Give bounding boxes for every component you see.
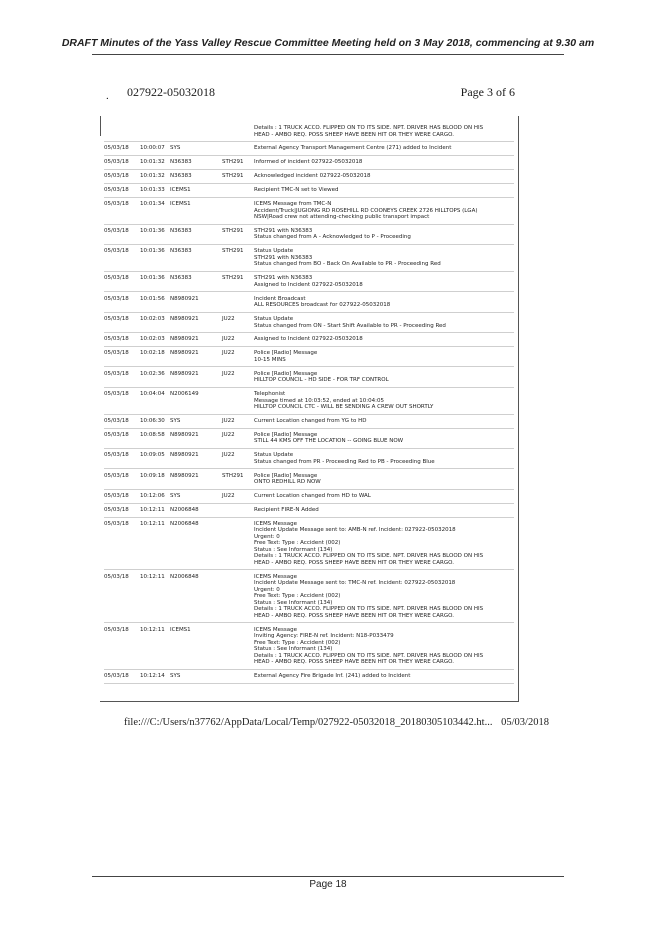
page-number: Page 18 <box>309 879 347 890</box>
log-detail-line: Incident Update Message sent to: TMC-N ref. Incident: 027922-05032018 <box>254 580 456 587</box>
log-detail-line: Status changed from BO - Back On Available to PR - Proceeding Red <box>254 261 441 268</box>
log-detail-line: STH291 with N36383 <box>254 227 313 234</box>
log-detail <box>254 173 516 180</box>
log-row <box>104 185 514 198</box>
log-row <box>104 389 514 415</box>
log-user: N36383 <box>170 248 192 255</box>
log-user: SYS <box>170 493 181 500</box>
log-row <box>104 314 514 333</box>
log-user: SYS <box>170 418 181 424</box>
log-detail-line: Status : See Informant (134) <box>254 646 333 653</box>
log-date: 05/03/18 <box>104 159 129 166</box>
report-page-indicator: Page 3 of 6 <box>460 85 515 99</box>
log-date: 05/03/18 <box>104 187 129 194</box>
log-row <box>104 369 514 388</box>
log-time: 10:00:07 <box>140 145 165 152</box>
log-detail-line: Police [Radio] Message <box>254 431 318 438</box>
log-detail-line: Status changed from ON - Start Shift Available to PR - Proceeding Red <box>254 322 446 329</box>
log-unit: JU22 <box>222 431 235 438</box>
log-row <box>104 505 514 518</box>
log-detail-line: Assigned to Incident 027922-05032018 <box>254 336 363 343</box>
log-date: 05/03/18 <box>104 145 129 152</box>
log-detail <box>254 187 516 194</box>
log-detail-line: HEAD - AMBO REQ. POSS SHEEP HAVE BEEN HIT OR THEY WERE CARGO. <box>254 612 454 619</box>
log-time: 10:12:06 <box>140 493 165 500</box>
log-detail <box>254 452 516 465</box>
log-date: 05/03/18 <box>104 295 129 302</box>
log-detail-line: Current Location changed from YG to HD <box>254 418 367 424</box>
log-detail-line: Incident Update Message sent to: AMB-N ref. Incident: 027922-05032018 <box>254 527 456 534</box>
log-detail-line: Status Update <box>254 248 294 255</box>
log-row <box>104 572 514 624</box>
log-detail <box>254 391 516 411</box>
log-user: N2006848 <box>170 573 199 580</box>
log-detail <box>254 296 516 309</box>
log-detail-line: Police [Radio] Message <box>254 350 318 357</box>
log-time: 10:01:36 <box>140 227 165 234</box>
log-date: 05/03/18 <box>104 275 129 282</box>
log-detail-line: Acknowledged incident 027922-05032018 <box>254 173 371 180</box>
log-user: N36383 <box>170 275 192 282</box>
file-path: file:///C:/Users/n37762/AppData/Local/Temp/027922-05032018_20180305103442.ht... <box>124 717 493 728</box>
log-user: N8980921 <box>170 472 199 479</box>
log-detail-line: Free Text: Type : Accident (002) <box>254 540 341 547</box>
log-row <box>104 123 514 142</box>
log-user: ICEMS1 <box>170 187 191 194</box>
log-user: SYS <box>170 673 181 680</box>
log-time: 10:01:56 <box>140 295 165 302</box>
log-date: 05/03/18 <box>104 520 129 527</box>
log-date: 05/03/18 <box>104 391 129 398</box>
log-row <box>104 294 514 313</box>
log-date: 05/03/18 <box>104 248 129 255</box>
log-detail-line: Free Text: Type : Accident (002) <box>254 639 341 646</box>
log-time: 10:12:11 <box>140 573 165 580</box>
log-time: 10:01:34 <box>140 201 165 207</box>
log-row <box>104 157 514 170</box>
log-detail <box>254 336 516 343</box>
log-time: 10:01:36 <box>140 275 165 282</box>
log-detail-line: STILL 44 KMS OFF THE LOCATION -- GOING BLUE NOW <box>254 438 404 445</box>
log-detail-line: NSW|Road crew not attending-checking public transport impact <box>254 214 430 220</box>
log-user: N8980921 <box>170 295 199 302</box>
log-row <box>104 416 514 429</box>
log-detail-line: Recipient FIRE-N Added <box>254 507 319 513</box>
log-detail-line: Details : 1 TRUCK ACCO. FLIPPED ON TO ITS SIDE. NPT. DRIVER HAS BLOOD ON HIS <box>254 553 484 560</box>
log-detail-line: STH291 with N36383 <box>254 254 313 261</box>
log-detail <box>254 432 516 445</box>
log-user: ICEMS1 <box>170 201 191 207</box>
document-title: DRAFT Minutes of the Yass Valley Rescue Committee Meeting held on 3 May 2018, commencing at 9.30 am <box>61 37 595 49</box>
log-user: N8980921 <box>170 452 199 459</box>
log-unit: STH291 <box>222 248 244 255</box>
log-detail <box>254 673 516 680</box>
log-date: 05/03/18 <box>104 201 129 207</box>
log-date: 05/03/18 <box>104 336 129 343</box>
log-detail-line: External Agency Fire Brigade Inf. (241) added to Incident <box>254 673 411 680</box>
log-detail <box>254 507 516 514</box>
log-detail-line: Message timed at 10:03:52, ended at 10:04:05 <box>254 397 384 404</box>
log-detail <box>254 228 516 241</box>
log-detail-line: ICEMS Message from TMC-N <box>254 201 332 207</box>
log-time: 10:09:18 <box>140 472 165 479</box>
log-detail <box>254 316 516 329</box>
log-user: SYS <box>170 145 181 152</box>
log-detail <box>254 493 516 500</box>
log-row <box>104 226 514 245</box>
log-unit: JU22 <box>222 452 235 459</box>
log-detail-line: HEAD - AMBO REQ. POSS SHEEP HAVE BEEN HIT OR THEY WERE CARGO. <box>254 659 454 666</box>
log-time: 10:02:36 <box>140 370 165 377</box>
log-date: 05/03/18 <box>104 493 129 500</box>
header-divider <box>92 54 564 55</box>
log-date: 05/03/18 <box>104 673 129 680</box>
log-detail-line: Status : See Informant (134) <box>254 546 333 553</box>
log-unit: JU22 <box>222 418 235 424</box>
print-date: 05/03/2018 <box>501 717 549 728</box>
log-time: 10:04:04 <box>140 391 165 398</box>
log-detail-line: ICEMS Message <box>254 573 298 580</box>
log-unit: JU22 <box>222 336 235 343</box>
log-detail <box>254 350 516 363</box>
log-time: 10:12:11 <box>140 507 165 513</box>
log-time: 10:01:36 <box>140 248 165 255</box>
log-row <box>104 348 514 367</box>
log-detail <box>254 574 516 620</box>
log-unit: STH291 <box>222 275 244 282</box>
log-detail <box>254 371 516 384</box>
log-user: N36383 <box>170 159 192 166</box>
log-user: N2006149 <box>170 391 199 398</box>
log-time: 10:12:14 <box>140 673 165 680</box>
log-date: 05/03/18 <box>104 472 129 479</box>
log-detail <box>254 125 516 138</box>
log-detail-line: HEAD - AMBO REQ. POSS SHEEP HAVE BEEN HIT OR THEY WERE CARGO. <box>254 559 454 566</box>
log-detail-line: Recipient TMC-N set to Viewed <box>254 187 339 194</box>
log-row <box>104 273 514 292</box>
log-user: N8980921 <box>170 431 199 438</box>
log-time: 10:02:03 <box>140 316 165 322</box>
log-detail <box>254 159 516 166</box>
log-detail-line: ICEMS Message <box>254 520 298 527</box>
log-detail-line: Incident Broadcast <box>254 295 306 302</box>
log-detail-line: Details : 1 TRUCK ACCO. FLIPPED ON TO ITS SIDE. NPT. DRIVER HAS BLOOD ON HIS <box>254 606 484 613</box>
log-time: 10:12:11 <box>140 520 165 527</box>
log-detail-line: ALL RESOURCES broadcast for 027922-05032018 <box>254 302 391 309</box>
log-date: 05/03/18 <box>104 431 129 438</box>
log-detail-line: Police [Radio] Message <box>254 370 318 377</box>
log-row <box>104 171 514 184</box>
log-unit: STH291 <box>222 227 244 234</box>
log-user: N8980921 <box>170 370 199 377</box>
log-date: 05/03/18 <box>104 573 129 580</box>
log-date: 05/03/18 <box>104 350 129 357</box>
log-detail-line: STH291 with N36383 <box>254 275 313 282</box>
log-detail-line: Inviting Agency: FIRE-N ref. Incident: N18-P033479 <box>254 633 394 640</box>
log-date: 05/03/18 <box>104 626 129 633</box>
log-user: N8980921 <box>170 350 199 357</box>
log-user: N36383 <box>170 227 192 234</box>
log-time: 10:01:32 <box>140 173 165 180</box>
log-unit: STH291 <box>222 472 244 479</box>
log-detail-line: Telephonist <box>254 391 286 398</box>
log-detail <box>254 248 516 268</box>
log-detail-line: HILLTOP COUNCIL CTC - WILL BE SENDING A CREW OUT SHORTLY <box>254 404 434 411</box>
log-detail <box>254 418 516 425</box>
log-detail-line: 10-15 MINS <box>254 356 286 363</box>
log-row <box>104 199 514 225</box>
log-detail-line: Urgent: 0 <box>254 533 280 540</box>
log-detail-line: Accident/Truck|JUGIONG RD ROSEHILL RD COONEYS CREEK 2726 HILLTOPS (LGA) <box>254 207 478 214</box>
log-time: 10:09:05 <box>140 452 165 459</box>
log-detail <box>254 201 516 221</box>
log-detail-line: Free Text: Type : Accident (002) <box>254 593 341 600</box>
log-row <box>104 450 514 469</box>
log-detail <box>254 275 516 288</box>
log-date: 05/03/18 <box>104 507 129 513</box>
log-row <box>104 430 514 449</box>
log-row <box>104 471 514 490</box>
log-unit: JU22 <box>222 316 235 322</box>
log-user: N36383 <box>170 173 192 180</box>
log-detail-line: Status Update <box>254 452 294 459</box>
log-user: N2006848 <box>170 520 199 527</box>
log-time: 10:01:33 <box>140 187 165 194</box>
log-detail <box>254 145 516 152</box>
log-row <box>104 671 514 684</box>
log-detail <box>254 521 516 567</box>
log-time: 10:12:11 <box>140 626 165 633</box>
log-detail <box>254 627 516 666</box>
log-detail-line: HILLTOP COUNCIL - HD SIDE - FOR TRF CONTROL <box>254 377 389 384</box>
log-time: 10:08:58 <box>140 431 165 438</box>
incident-id: 027922-05032018 <box>127 85 215 99</box>
log-date: 05/03/18 <box>104 316 129 322</box>
log-unit: STH291 <box>222 173 244 180</box>
log-user: N2006848 <box>170 507 199 513</box>
log-user: ICEMS1 <box>170 626 191 633</box>
log-detail-line: External Agency Transport Management Centre (271) added to Incident <box>254 145 452 152</box>
log-detail-line: ONTO REDHILL RD NOW <box>254 479 321 486</box>
log-detail-line: Urgent: 0 <box>254 586 280 593</box>
log-date: 05/03/18 <box>104 227 129 234</box>
log-detail-line: Informed of incident 027922-05032018 <box>254 159 363 166</box>
bullet-dot: . <box>106 90 109 102</box>
log-user: N8980921 <box>170 316 199 322</box>
log-detail-line: Details : 1 TRUCK ACCO. FLIPPED ON TO ITS SIDE. NPT. DRIVER HAS BLOOD ON HIS <box>254 652 484 659</box>
log-unit: JU22 <box>222 370 235 377</box>
log-detail-line: HEAD - AMBO REQ. POSS SHEEP HAVE BEEN HIT OR THEY WERE CARGO. <box>254 131 454 138</box>
log-time: 10:02:18 <box>140 350 165 357</box>
log-detail-line: ICEMS Message <box>254 626 298 633</box>
log-row <box>104 334 514 347</box>
log-date: 05/03/18 <box>104 418 129 424</box>
log-unit: STH291 <box>222 159 244 166</box>
log-detail-line: Assigned to Incident 027922-05032018 <box>254 281 363 288</box>
log-row <box>104 491 514 504</box>
log-time: 10:02:03 <box>140 336 165 343</box>
footer-divider <box>92 876 564 877</box>
log-user: N8980921 <box>170 336 199 343</box>
log-row <box>104 625 514 670</box>
log-detail-line: Status Update <box>254 316 294 322</box>
log-date: 05/03/18 <box>104 370 129 377</box>
log-detail-line: Details : 1 TRUCK ACCO. FLIPPED ON TO ITS SIDE. NPT. DRIVER HAS BLOOD ON HIS <box>254 125 484 131</box>
log-row <box>104 246 514 272</box>
log-unit: JU22 <box>222 493 235 500</box>
log-time: 10:01:32 <box>140 159 165 166</box>
log-detail-line: Current Location changed from HD to WAL <box>254 493 371 500</box>
log-detail-line: Police [Radio] Message <box>254 472 318 479</box>
log-detail-line: Status : See Informant (134) <box>254 599 333 606</box>
log-row <box>104 519 514 571</box>
log-detail <box>254 473 516 486</box>
log-row <box>104 143 514 156</box>
log-time: 10:06:30 <box>140 418 165 424</box>
log-date: 05/03/18 <box>104 173 129 180</box>
print-footer <box>124 717 549 728</box>
log-unit: JU22 <box>222 350 235 357</box>
log-detail-line: Status changed from PR - Proceeding Red to PB - Proceeding Blue <box>254 458 435 465</box>
log-date: 05/03/18 <box>104 452 129 459</box>
log-detail-line: Status changed from A - Acknowledged to P - Proceeding <box>254 234 411 241</box>
